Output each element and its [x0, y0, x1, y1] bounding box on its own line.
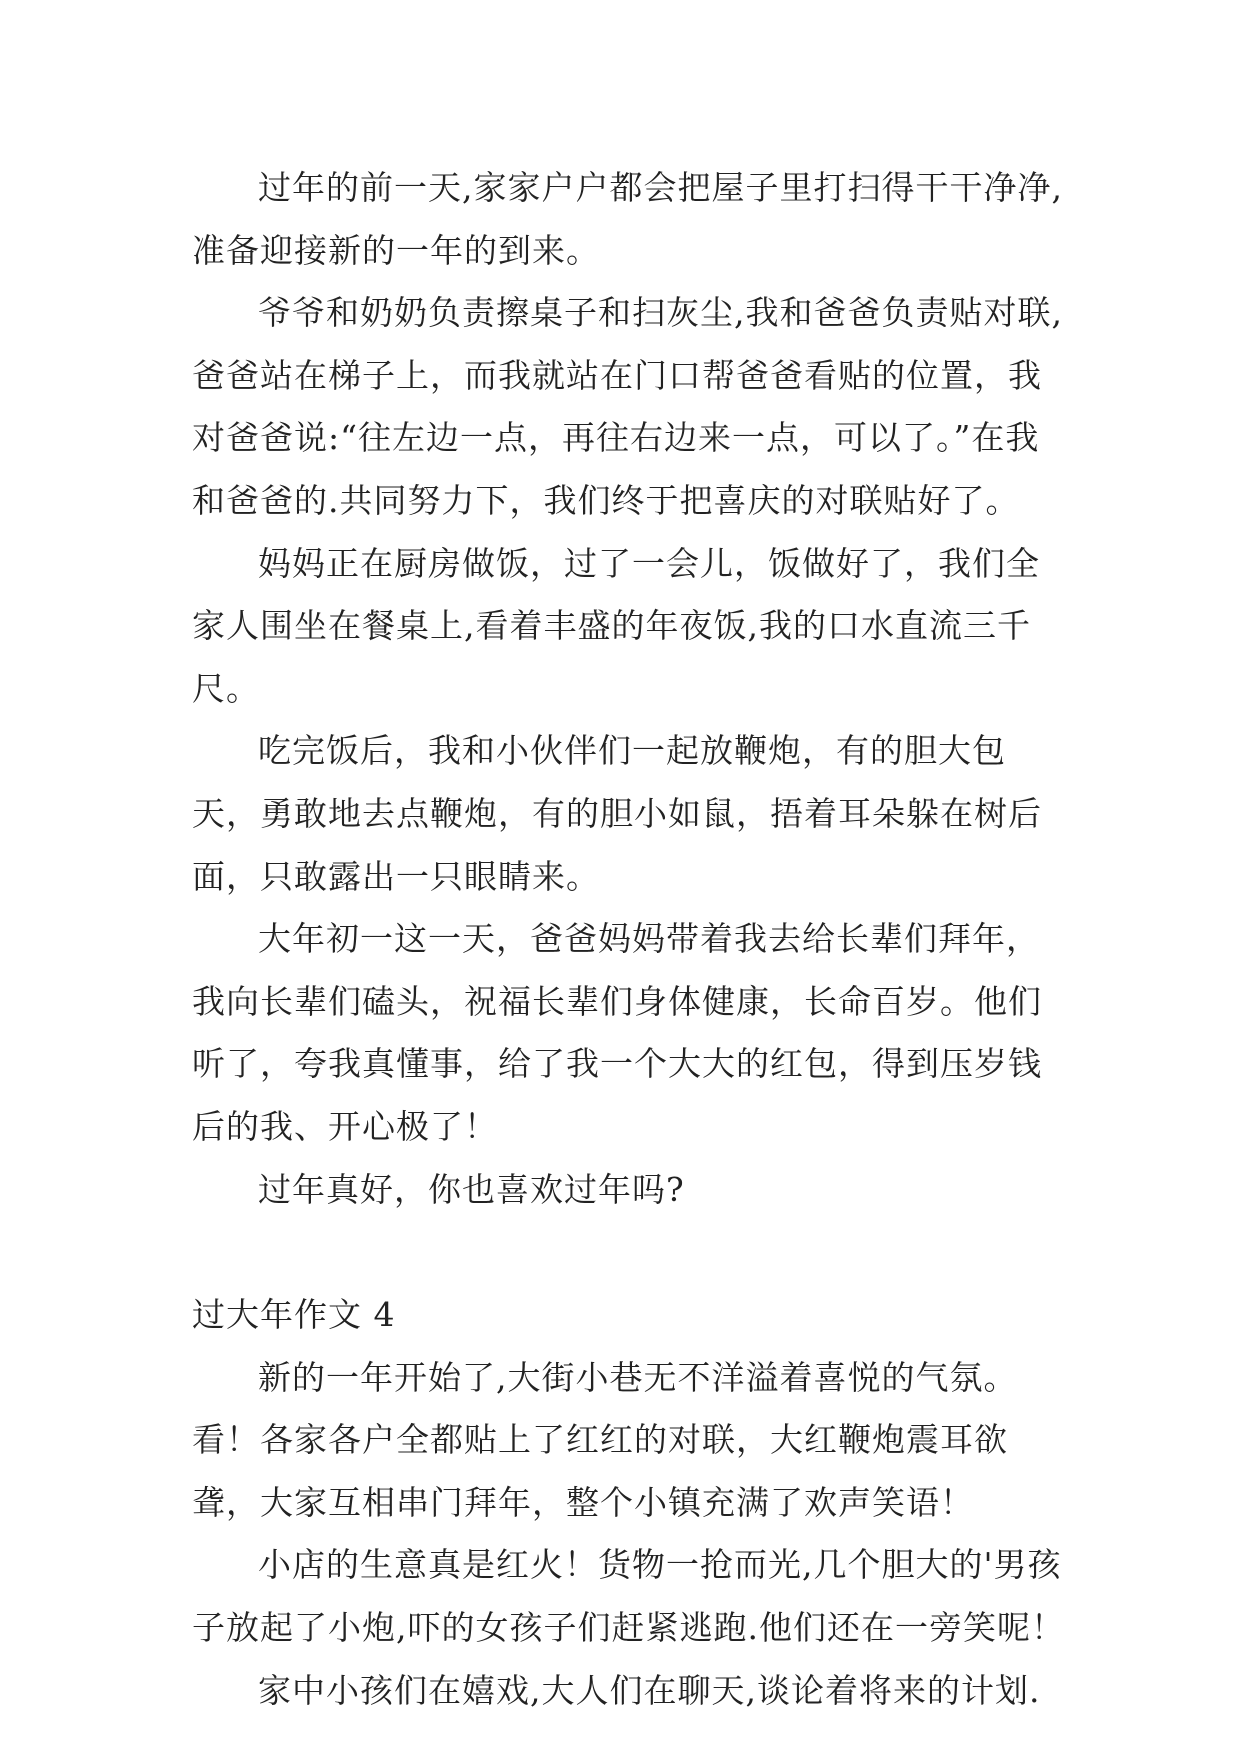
paragraph: 过年的前一天,家家户户都会把屋子里打扫得干干净净,准备迎接新的一年的到来。	[192, 168, 1063, 270]
paragraph: 吃完饭后，我和小伙伴们一起放鞭炮，有的胆大包天，勇敢地去点鞭炮，有的胆小如鼠，捂着耳朵躲在树后面，只敢露出一只眼睛来。	[192, 731, 1042, 896]
paragraph: 小店的生意真是红火！货物一抢而光,几个胆大的'男孩子放起了小炮,吓的女孩子们赶紧逃跑.他们还在一旁笑呢！	[192, 1545, 1065, 1648]
document-body	[192, 157, 1072, 1722]
paragraph: 爷爷和奶奶负责擦桌子和扫灰尘,我和爸爸负责贴对联,爸爸站在梯子上，而我就站在门口帮爸爸看贴的位置，我对爸爸说:“往左边一点，再往右边来一点，可以了。”在我和爸爸的.共同努力下，我们终于把喜庆的对联贴好了。	[192, 293, 1063, 520]
section-title: 过大年作文 4	[192, 1295, 396, 1335]
paragraph: 大年初一这一天，爸爸妈妈带着我去给长辈们拜年，我向长辈们磕头，祝福长辈们身体健康，长命百岁。他们听了，夸我真懂事，给了我一个大大的红包，得到压岁钱后的我、开心极了！	[192, 919, 1042, 1146]
paragraph: 家中小孩们在嬉戏,大人们在聊天,谈论着将来的计划.	[258, 1670, 1041, 1710]
paragraph: 新的一年开始了,大街小巷无不洋溢着喜悦的气氛。看！各家各户全都贴上了红红的对联，大红鞭炮震耳欲聋，大家互相串门拜年，整个小镇充满了欢声笑语！	[192, 1357, 1018, 1522]
section-spacer	[192, 1221, 1072, 1284]
paragraph: 过年真好，你也喜欢过年吗?	[258, 1169, 685, 1209]
paragraph: 妈妈正在厨房做饭，过了一会儿，饭做好了，我们全家人围坐在餐桌上,看着丰盛的年夜饭,我的口水直流三千尺。	[192, 543, 1040, 708]
